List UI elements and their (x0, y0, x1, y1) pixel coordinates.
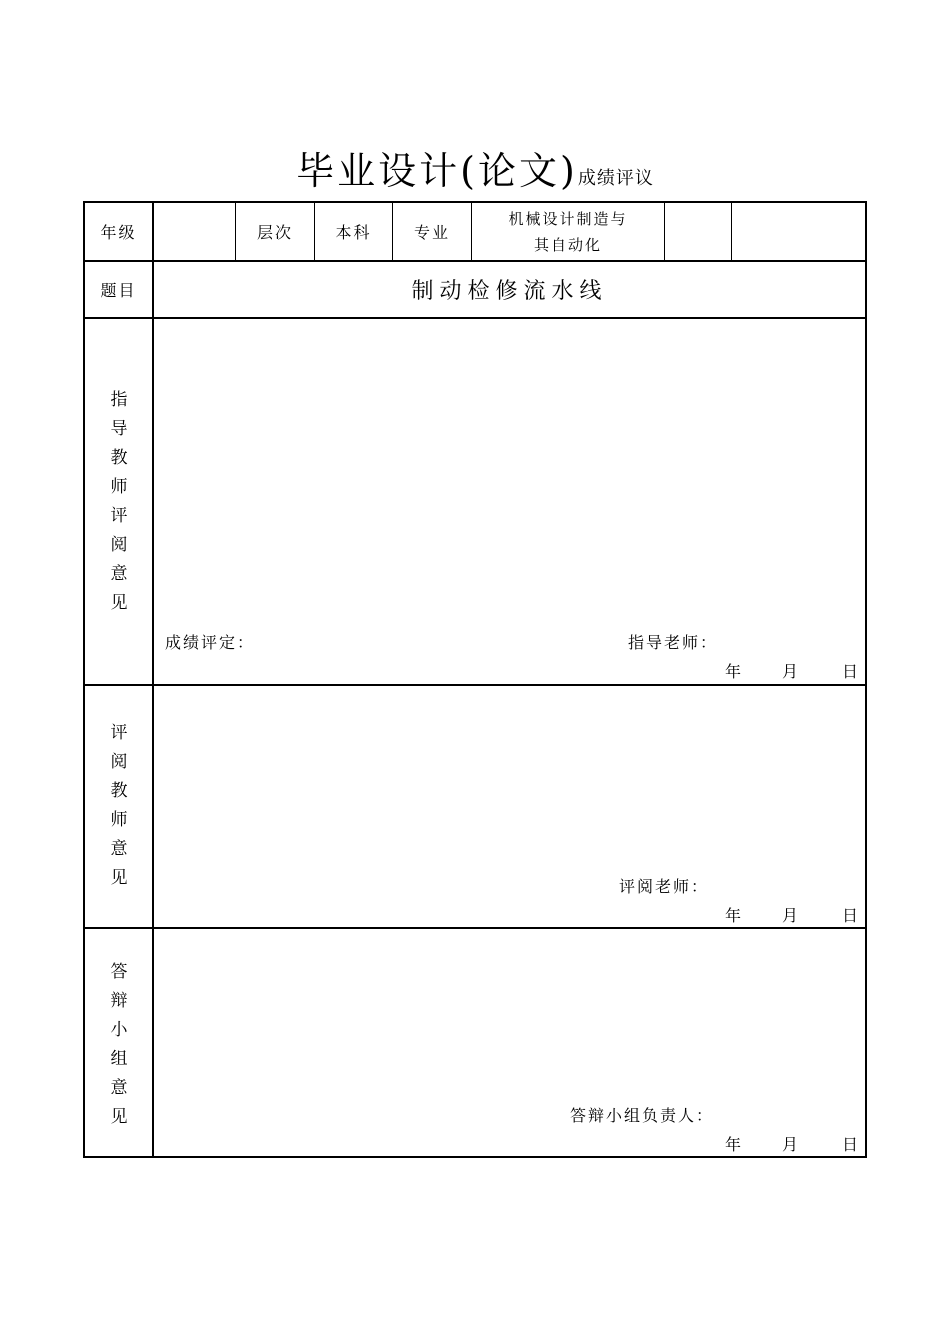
advisor-label-char: 导 (110, 419, 128, 439)
reviewer-label-char: 阅 (110, 752, 128, 772)
advisor-label-char: 指 (110, 390, 128, 410)
row-divider-3 (85, 684, 865, 686)
reviewer-label-char: 师 (110, 810, 128, 830)
title-main: 毕业设计(论文) (296, 149, 578, 193)
grade-label: 年级 (100, 223, 137, 242)
advisor-section-label (85, 386, 153, 618)
reviewer-date-day: 日 (842, 906, 859, 925)
topic-value[interactable]: 制动检修流水线 (411, 279, 608, 304)
advisor-label-char: 教 (110, 448, 128, 468)
row-divider-4 (85, 927, 865, 929)
defense-label-char: 小 (110, 1020, 128, 1040)
advisor-label-char: 见 (110, 593, 128, 613)
evaluation-form (83, 201, 867, 1158)
grade-value[interactable] (153, 203, 235, 260)
reviewer-label-char: 评 (110, 723, 128, 743)
reviewer-section-label (85, 719, 153, 893)
level-value[interactable]: 本科 (335, 223, 372, 242)
advisor-date-day: 日 (842, 662, 859, 681)
reviewer-label-char: 教 (110, 781, 128, 801)
reviewer-date-month: 月 (782, 906, 799, 925)
defense-signer-label: 答辩小组负责人： (570, 1106, 715, 1125)
defense-label-char: 答 (110, 962, 128, 982)
header-extra-cell-2[interactable] (732, 203, 865, 260)
topic-label: 题目 (100, 281, 137, 300)
advisor-date-month: 月 (782, 662, 799, 681)
row-divider-2 (85, 317, 865, 319)
score-label: 成绩评定： (165, 633, 256, 652)
defense-label-char: 见 (110, 1107, 128, 1127)
advisor-label-char: 意 (110, 564, 128, 584)
reviewer-label-char: 见 (110, 868, 128, 888)
defense-label-char: 辩 (110, 991, 128, 1011)
defense-date-day: 日 (842, 1135, 859, 1154)
advisor-label-char: 师 (110, 477, 128, 497)
page-title (0, 140, 950, 195)
reviewer-date-year: 年 (725, 906, 742, 925)
advisor-signer-label: 指导老师： (628, 633, 719, 652)
defense-label-char: 意 (110, 1078, 128, 1098)
major-value[interactable]: 机械设计制造与其自动化 (508, 209, 628, 254)
reviewer-label-char: 意 (110, 839, 128, 859)
header-extra-cell-1[interactable] (665, 203, 731, 260)
major-label: 专业 (413, 223, 450, 242)
advisor-label-char: 阅 (110, 535, 128, 555)
advisor-label-char: 评 (110, 506, 128, 526)
advisor-date-year: 年 (725, 662, 742, 681)
defense-date-year: 年 (725, 1135, 742, 1154)
defense-date-month: 月 (782, 1135, 799, 1154)
title-sub: 成绩评议 (577, 168, 654, 189)
reviewer-signer-label: 评阅老师： (619, 877, 710, 896)
defense-section-label (85, 958, 153, 1132)
defense-label-char: 组 (110, 1049, 128, 1069)
level-label: 层次 (256, 223, 293, 242)
